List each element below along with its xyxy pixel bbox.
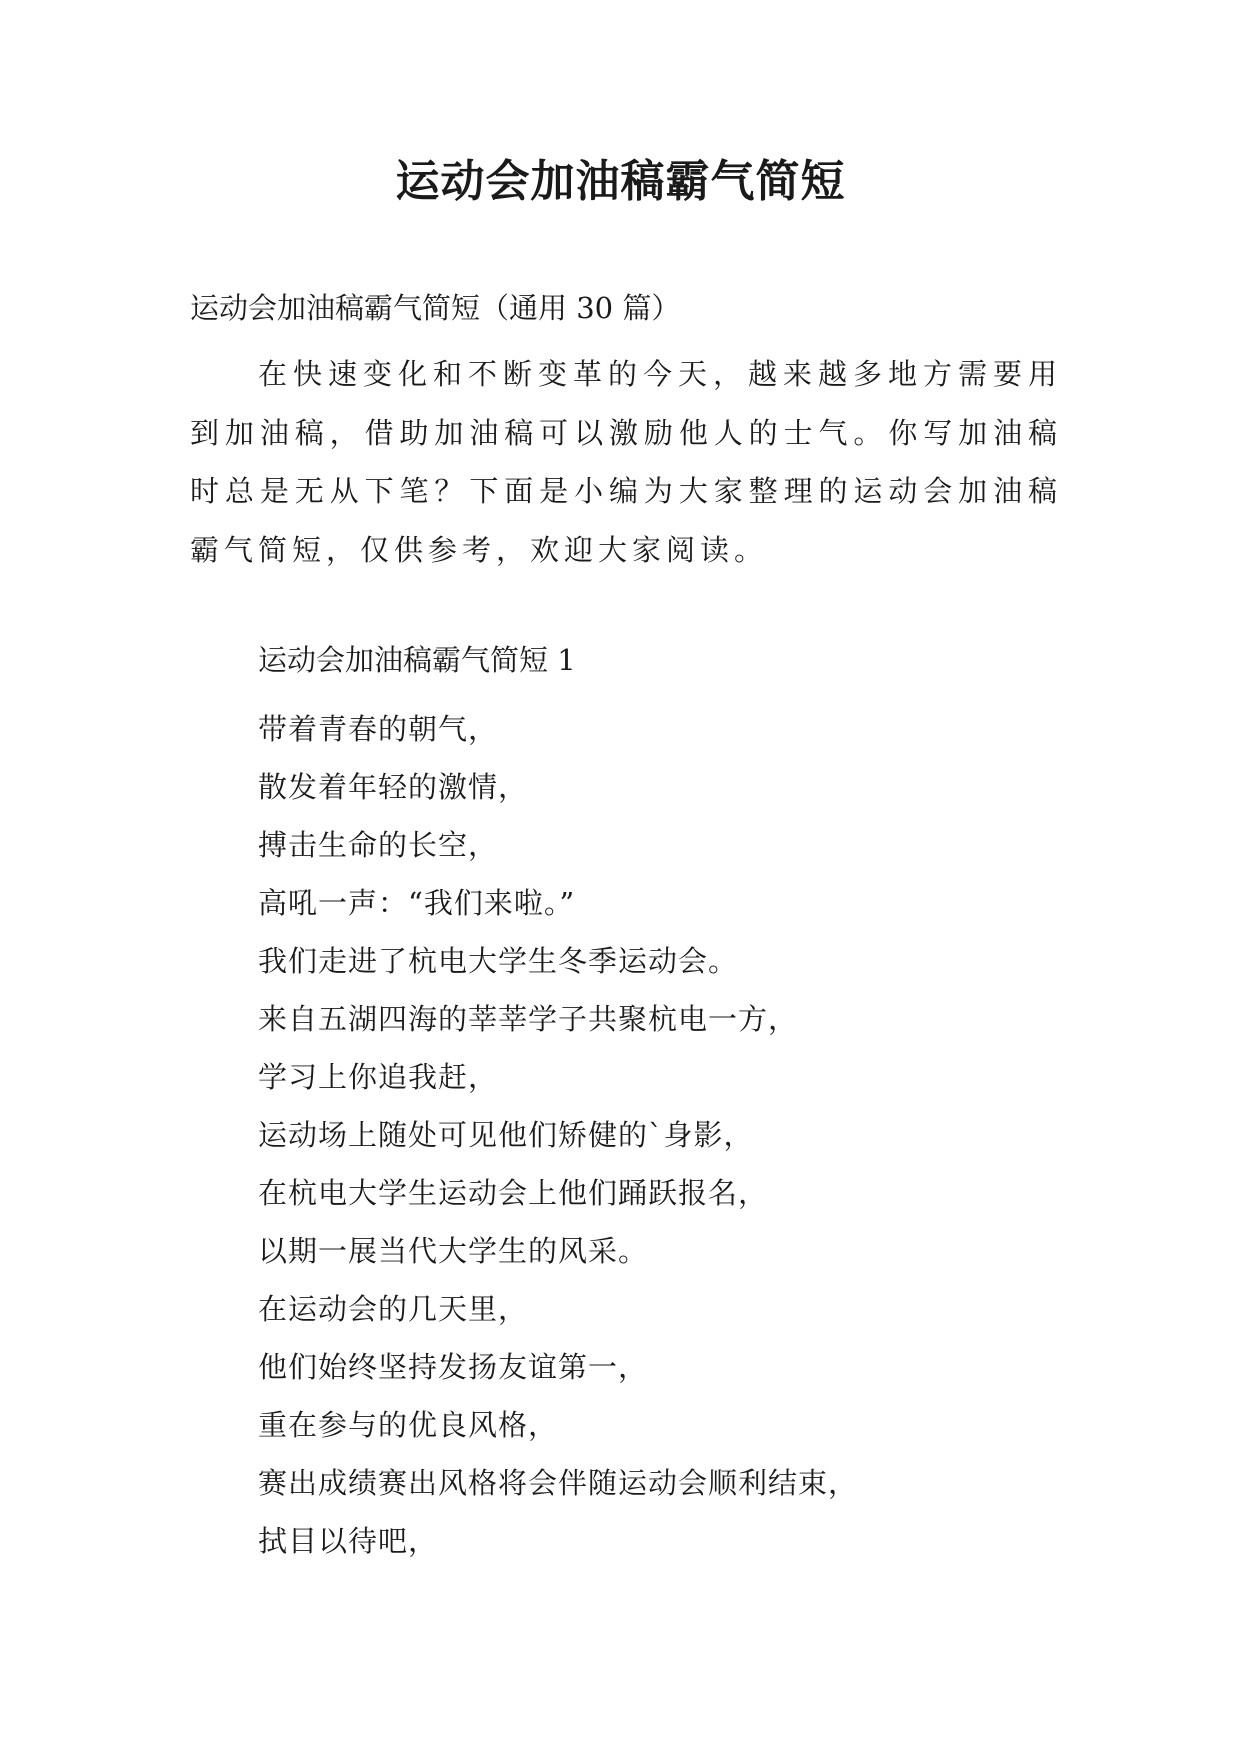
- poem-line: 以期一展当代大学生的风采。: [258, 1234, 649, 1268]
- poem-line: 拭目以待吧，: [258, 1524, 439, 1558]
- poem-line: 学习上你追我赶，: [258, 1060, 499, 1094]
- poem-line: 运动场上随处可见他们矫健的`身影，: [258, 1118, 754, 1152]
- poem-line: 高吼一声：“我们来啦。”: [258, 886, 576, 920]
- poem-line: 他们始终坚持发扬友谊第一，: [258, 1350, 649, 1384]
- poem-line: 来自五湖四海的莘莘学子共聚杭电一方，: [258, 1002, 799, 1036]
- section-heading: 运动会加油稿霸气简短 1: [258, 643, 576, 677]
- intro-paragraph: 在快速变化和不断变革的今天，越来越多地方需要用到加油稿，借助加油稿可以激励他人的士气。你写加油稿时总是无从下笔？下面是小编为大家整理的运动会加油稿霸气简短，仅供参考，欢迎大家阅读。: [190, 357, 1062, 567]
- poem-line: 我们走进了杭电大学生冬季运动会。: [258, 944, 739, 978]
- poem-line: 搏击生命的长空，: [258, 828, 499, 862]
- poem-line: 带着青春的朝气，: [258, 712, 499, 746]
- poem-line: 散发着年轻的激情，: [258, 770, 529, 804]
- document-title: 运动会加油稿霸气简短: [395, 156, 846, 207]
- poem-line: 赛出成绩赛出风格将会伴随运动会顺利结束，: [258, 1466, 859, 1500]
- poem-line: 在运动会的几天里，: [258, 1292, 529, 1326]
- document-subtitle: 运动会加油稿霸气简短（通用 30 篇）: [190, 291, 681, 325]
- poem-lines: [258, 700, 858, 1570]
- poem-line: 重在参与的优良风格，: [258, 1408, 559, 1442]
- poem-line: 在杭电大学生运动会上他们踊跃报名，: [258, 1176, 769, 1210]
